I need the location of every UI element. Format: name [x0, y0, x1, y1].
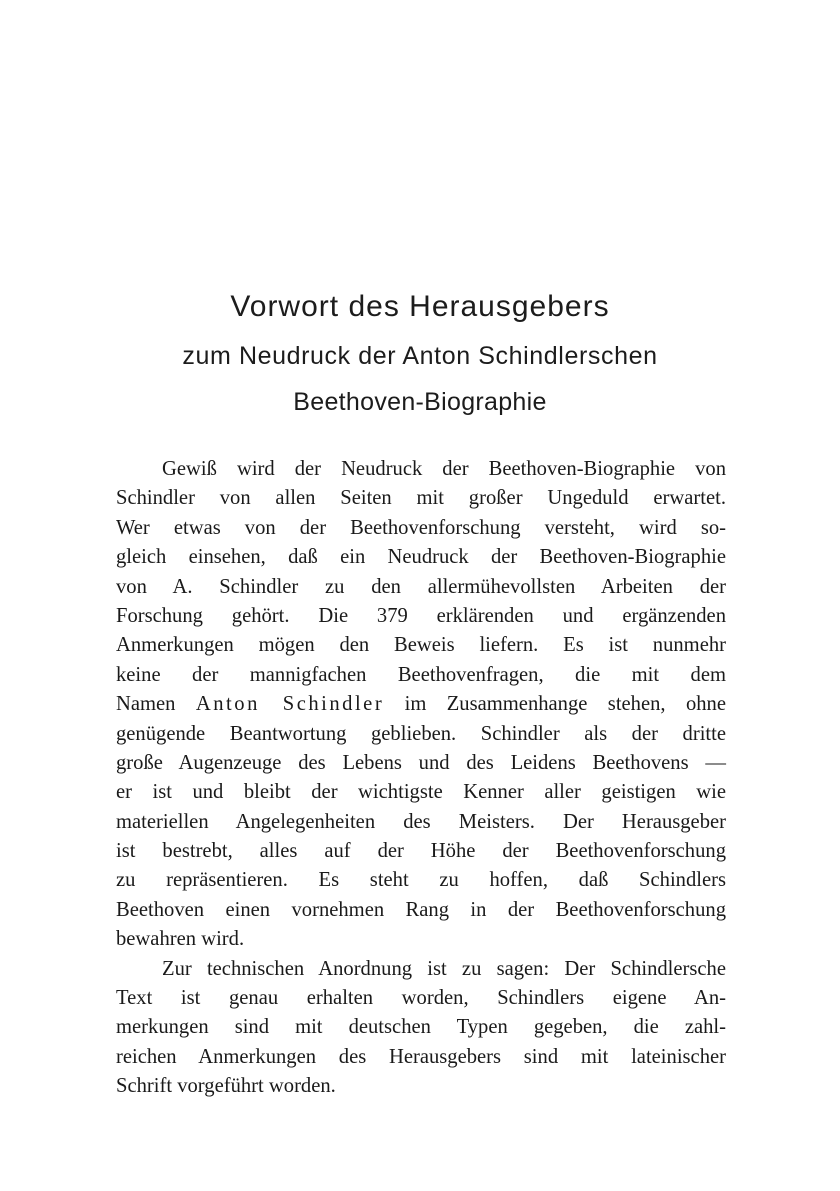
- text-line: merkungen sind mit deutschen Typen gegeben, die zahl-: [116, 1016, 726, 1039]
- text-line: Schrift vorgeführt worden.: [116, 1075, 336, 1098]
- text-word: Namen: [116, 693, 176, 716]
- text-line: von A. Schindler zu den allermühevollsten Arbeiten der: [116, 575, 726, 598]
- text-line: gleich einsehen, daß ein Neudruck der Beethoven-Biographie: [116, 546, 726, 569]
- text-line: bewahren wird.: [116, 928, 245, 951]
- text-line: Anmerkungen mögen den Beweis liefern. Es ist nunmehr: [116, 634, 726, 657]
- preface-text: [116, 455, 726, 1102]
- text-line: Schindler von allen Seiten mit großer Ungeduld erwartet.: [116, 487, 726, 510]
- text-line: materiellen Angelegenheiten des Meisters. Der Herausgeber: [116, 810, 726, 833]
- text-line: [116, 690, 726, 719]
- paragraph-1: [116, 455, 726, 955]
- text-words: im Zusammenhange stehen, ohne: [404, 693, 726, 716]
- text-line: zu repräsentieren. Es steht zu hoffen, daß Schindlers: [116, 869, 726, 892]
- text-line: ist bestrebt, alles auf der Höhe der Beethovenforschung: [116, 840, 726, 863]
- text-line: Forschung gehört. Die 379 erklärenden und ergänzenden: [116, 604, 726, 627]
- text-line: große Augenzeuge des Lebens und des Leidens Beethovens —: [116, 751, 726, 774]
- text-line: Beethoven einen vornehmen Rang in der Beethovenforschung: [116, 898, 726, 921]
- paragraph-2: [116, 955, 726, 1102]
- text-line: Wer etwas von der Beethovenforschung versteht, wird so-: [116, 516, 726, 539]
- text-line: reichen Anmerkungen des Herausgebers sind mit lateinischer: [116, 1045, 726, 1068]
- page-subtitle: zum Neudruck der Anton Schindlerschen: [182, 342, 658, 370]
- text-line: Zur technischen Anordnung ist zu sagen: Der Schindlersche: [162, 957, 726, 980]
- text-line: keine der mannigfachen Beethovenfragen, die mit dem: [116, 663, 726, 686]
- text-line: Text ist genau erhalten worden, Schindlers eigene An-: [116, 987, 726, 1010]
- page-subtitle-line2: Beethoven-Biographie: [293, 388, 547, 416]
- emphasized-name: Anton Schindler: [195, 693, 385, 716]
- text-line: genügende Beantwortung geblieben. Schindler als der dritte: [116, 722, 726, 745]
- text-line: er ist und bleibt der wichtigste Kenner aller geistigen wie: [116, 781, 726, 804]
- text-line: Gewiß wird der Neudruck der Beethoven-Biographie von: [162, 458, 726, 480]
- page-title: Vorwort des Herausgebers: [230, 290, 610, 323]
